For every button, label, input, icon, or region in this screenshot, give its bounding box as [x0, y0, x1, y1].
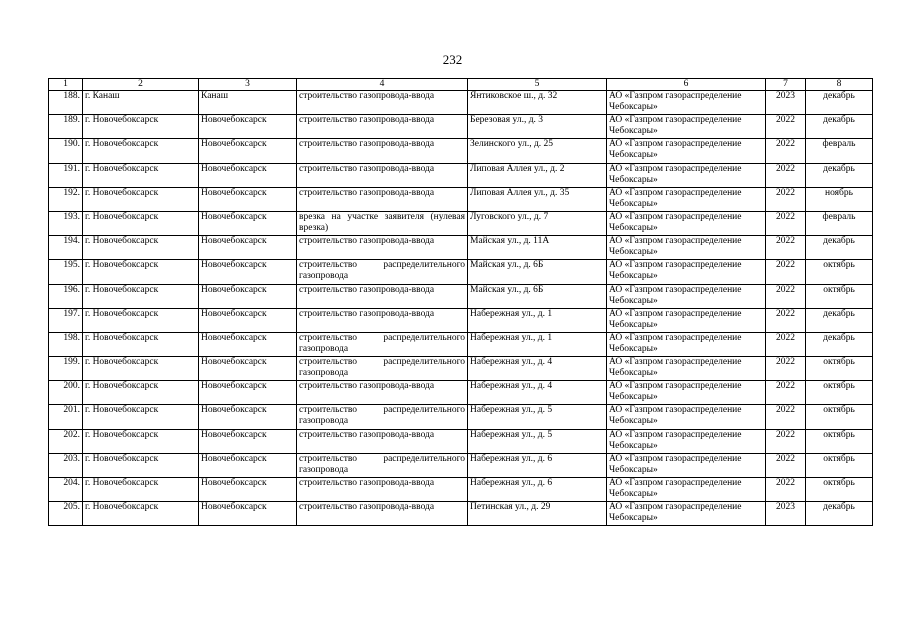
year-cell: 2022 — [766, 357, 806, 381]
address-cell: Набережная ул., д. 5 — [468, 405, 607, 429]
month-cell: октябрь — [806, 429, 873, 453]
page-number: 232 — [442, 52, 463, 67]
work-type-cell: врезка на участке заявителя (нулевая врезка) — [297, 211, 468, 235]
work-type-cell: строительство газопровода-ввода — [297, 284, 468, 308]
table-row — [49, 139, 873, 163]
work-type-cell: строительство распределительного газопровода — [297, 357, 468, 381]
organization-cell: АО «Газпром газораспределение Чебоксары» — [607, 260, 766, 284]
locality-cell: Новочебоксарск — [199, 115, 297, 139]
organization-cell: АО «Газпром газораспределение Чебоксары» — [607, 139, 766, 163]
row-number: 190. — [49, 139, 83, 163]
locality-cell: Канаш — [199, 91, 297, 115]
organization-cell: АО «Газпром газораспределение Чебоксары» — [607, 91, 766, 115]
month-cell: февраль — [806, 211, 873, 235]
work-type-cell: строительство распределительного газопровода — [297, 453, 468, 477]
city-cell: г. Новочебоксарск — [83, 332, 199, 356]
month-cell: декабрь — [806, 91, 873, 115]
city-cell: г. Новочебоксарск — [83, 163, 199, 187]
address-cell: Набережная ул., д. 6 — [468, 453, 607, 477]
column-header: 3 — [199, 79, 297, 91]
organization-cell: АО «Газпром газораспределение Чебоксары» — [607, 163, 766, 187]
year-cell: 2022 — [766, 139, 806, 163]
organization-cell: АО «Газпром газораспределение Чебоксары» — [607, 308, 766, 332]
month-cell: октябрь — [806, 405, 873, 429]
city-cell: г. Канаш — [83, 91, 199, 115]
column-header: 7 — [766, 79, 806, 91]
organization-cell: АО «Газпром газораспределение Чебоксары» — [607, 115, 766, 139]
year-cell: 2022 — [766, 211, 806, 235]
work-type-cell: строительство распределительного газопровода — [297, 260, 468, 284]
organization-cell: АО «Газпром газораспределение Чебоксары» — [607, 502, 766, 526]
organization-cell: АО «Газпром газораспределение Чебоксары» — [607, 381, 766, 405]
column-header: 8 — [806, 79, 873, 91]
organization-cell: АО «Газпром газораспределение Чебоксары» — [607, 357, 766, 381]
month-cell: октябрь — [806, 453, 873, 477]
row-number: 191. — [49, 163, 83, 187]
organization-cell: АО «Газпром газораспределение Чебоксары» — [607, 453, 766, 477]
organization-cell: АО «Газпром газораспределение Чебоксары» — [607, 405, 766, 429]
city-cell: г. Новочебоксарск — [83, 260, 199, 284]
address-cell: Набережная ул., д. 4 — [468, 381, 607, 405]
locality-cell: Новочебоксарск — [199, 357, 297, 381]
locality-cell: Новочебоксарск — [199, 429, 297, 453]
address-cell: Майская ул., д. 6Б — [468, 260, 607, 284]
table-row — [49, 478, 873, 502]
month-cell: декабрь — [806, 236, 873, 260]
row-number: 201. — [49, 405, 83, 429]
locality-cell: Новочебоксарск — [199, 284, 297, 308]
locality-cell: Новочебоксарск — [199, 453, 297, 477]
month-cell: декабрь — [806, 308, 873, 332]
address-cell: Липовая Аллея ул., д. 2 — [468, 163, 607, 187]
work-type-cell: строительство газопровода-ввода — [297, 236, 468, 260]
work-type-cell: строительство газопровода-ввода — [297, 502, 468, 526]
city-cell: г. Новочебоксарск — [83, 284, 199, 308]
table-row — [49, 163, 873, 187]
work-type-cell: строительство газопровода-ввода — [297, 187, 468, 211]
row-number: 202. — [49, 429, 83, 453]
month-cell: февраль — [806, 139, 873, 163]
table-row — [49, 91, 873, 115]
column-header: 5 — [468, 79, 607, 91]
city-cell: г. Новочебоксарск — [83, 236, 199, 260]
month-cell: октябрь — [806, 381, 873, 405]
year-cell: 2022 — [766, 115, 806, 139]
work-type-cell: строительство газопровода-ввода — [297, 115, 468, 139]
year-cell: 2023 — [766, 502, 806, 526]
row-number: 205. — [49, 502, 83, 526]
month-cell: декабрь — [806, 332, 873, 356]
month-cell: октябрь — [806, 478, 873, 502]
locality-cell: Новочебоксарск — [199, 211, 297, 235]
organization-cell: АО «Газпром газораспределение Чебоксары» — [607, 211, 766, 235]
year-cell: 2022 — [766, 260, 806, 284]
table-row — [49, 260, 873, 284]
row-number: 198. — [49, 332, 83, 356]
month-cell: ноябрь — [806, 187, 873, 211]
row-number: 195. — [49, 260, 83, 284]
city-cell: г. Новочебоксарск — [83, 453, 199, 477]
month-cell: октябрь — [806, 284, 873, 308]
address-cell: Луговского ул., д. 7 — [468, 211, 607, 235]
address-cell: Липовая Аллея ул., д. 35 — [468, 187, 607, 211]
row-number: 204. — [49, 478, 83, 502]
work-type-cell: строительство газопровода-ввода — [297, 163, 468, 187]
table-row — [49, 308, 873, 332]
city-cell: г. Новочебоксарск — [83, 308, 199, 332]
city-cell: г. Новочебоксарск — [83, 405, 199, 429]
gas-works-table — [48, 78, 873, 526]
work-type-cell: строительство газопровода-ввода — [297, 139, 468, 163]
year-cell: 2023 — [766, 91, 806, 115]
locality-cell: Новочебоксарск — [199, 308, 297, 332]
row-number: 203. — [49, 453, 83, 477]
address-cell: Набережная ул., д. 5 — [468, 429, 607, 453]
organization-cell: АО «Газпром газораспределение Чебоксары» — [607, 429, 766, 453]
table-row — [49, 357, 873, 381]
table-row — [49, 332, 873, 356]
work-type-cell: строительство газопровода-ввода — [297, 429, 468, 453]
address-cell: Майская ул., д. 11А — [468, 236, 607, 260]
table-row — [49, 381, 873, 405]
address-cell: Петинская ул., д. 29 — [468, 502, 607, 526]
row-number: 200. — [49, 381, 83, 405]
column-header: 6 — [607, 79, 766, 91]
work-type-cell: строительство распределительного газопровода — [297, 405, 468, 429]
locality-cell: Новочебоксарск — [199, 260, 297, 284]
organization-cell: АО «Газпром газораспределение Чебоксары» — [607, 187, 766, 211]
table-row — [49, 115, 873, 139]
locality-cell: Новочебоксарск — [199, 332, 297, 356]
row-number: 193. — [49, 211, 83, 235]
table-row — [49, 453, 873, 477]
city-cell: г. Новочебоксарск — [83, 357, 199, 381]
table-row — [49, 187, 873, 211]
city-cell: г. Новочебоксарск — [83, 139, 199, 163]
month-cell: октябрь — [806, 357, 873, 381]
row-number: 199. — [49, 357, 83, 381]
organization-cell: АО «Газпром газораспределение Чебоксары» — [607, 284, 766, 308]
organization-cell: АО «Газпром газораспределение Чебоксары» — [607, 236, 766, 260]
locality-cell: Новочебоксарск — [199, 381, 297, 405]
address-cell: Березовая ул., д. 3 — [468, 115, 607, 139]
locality-cell: Новочебоксарск — [199, 405, 297, 429]
month-cell: октябрь — [806, 260, 873, 284]
year-cell: 2022 — [766, 332, 806, 356]
row-number: 188. — [49, 91, 83, 115]
city-cell: г. Новочебоксарск — [83, 211, 199, 235]
year-cell: 2022 — [766, 429, 806, 453]
locality-cell: Новочебоксарск — [199, 139, 297, 163]
locality-cell: Новочебоксарск — [199, 163, 297, 187]
organization-cell: АО «Газпром газораспределение Чебоксары» — [607, 478, 766, 502]
row-number: 196. — [49, 284, 83, 308]
year-cell: 2022 — [766, 163, 806, 187]
year-cell: 2022 — [766, 236, 806, 260]
address-cell: Набережная ул., д. 6 — [468, 478, 607, 502]
locality-cell: Новочебоксарск — [199, 236, 297, 260]
work-type-cell: строительство газопровода-ввода — [297, 381, 468, 405]
city-cell: г. Новочебоксарск — [83, 478, 199, 502]
table-row — [49, 405, 873, 429]
address-cell: Набережная ул., д. 4 — [468, 357, 607, 381]
year-cell: 2022 — [766, 308, 806, 332]
city-cell: г. Новочебоксарск — [83, 502, 199, 526]
month-cell: декабрь — [806, 115, 873, 139]
table-row — [49, 211, 873, 235]
year-cell: 2022 — [766, 187, 806, 211]
month-cell: декабрь — [806, 163, 873, 187]
locality-cell: Новочебоксарск — [199, 478, 297, 502]
organization-cell: АО «Газпром газораспределение Чебоксары» — [607, 332, 766, 356]
column-header: 4 — [297, 79, 468, 91]
locality-cell: Новочебоксарск — [199, 187, 297, 211]
table-row — [49, 502, 873, 526]
address-cell: Янтиковское ш., д. 32 — [468, 91, 607, 115]
month-cell: декабрь — [806, 502, 873, 526]
address-cell: Набережная ул., д. 1 — [468, 308, 607, 332]
row-number: 189. — [49, 115, 83, 139]
work-type-cell: строительство газопровода-ввода — [297, 308, 468, 332]
year-cell: 2022 — [766, 284, 806, 308]
row-number: 194. — [49, 236, 83, 260]
row-number: 197. — [49, 308, 83, 332]
column-header: 2 — [83, 79, 199, 91]
year-cell: 2022 — [766, 381, 806, 405]
year-cell: 2022 — [766, 405, 806, 429]
row-number: 192. — [49, 187, 83, 211]
locality-cell: Новочебоксарск — [199, 502, 297, 526]
year-cell: 2022 — [766, 478, 806, 502]
work-type-cell: строительство газопровода-ввода — [297, 478, 468, 502]
work-type-cell: строительство распределительного газопровода — [297, 332, 468, 356]
city-cell: г. Новочебоксарск — [83, 429, 199, 453]
column-header: 1 — [49, 79, 83, 91]
table-row — [49, 429, 873, 453]
column-number-row — [49, 79, 873, 91]
city-cell: г. Новочебоксарск — [83, 115, 199, 139]
address-cell: Зелинского ул., д. 25 — [468, 139, 607, 163]
address-cell: Майская ул., д. 6Б — [468, 284, 607, 308]
table-row — [49, 236, 873, 260]
address-cell: Набережная ул., д. 1 — [468, 332, 607, 356]
work-type-cell: строительство газопровода-ввода — [297, 91, 468, 115]
table-row — [49, 284, 873, 308]
year-cell: 2022 — [766, 453, 806, 477]
table-body — [49, 91, 873, 526]
city-cell: г. Новочебоксарск — [83, 381, 199, 405]
city-cell: г. Новочебоксарск — [83, 187, 199, 211]
